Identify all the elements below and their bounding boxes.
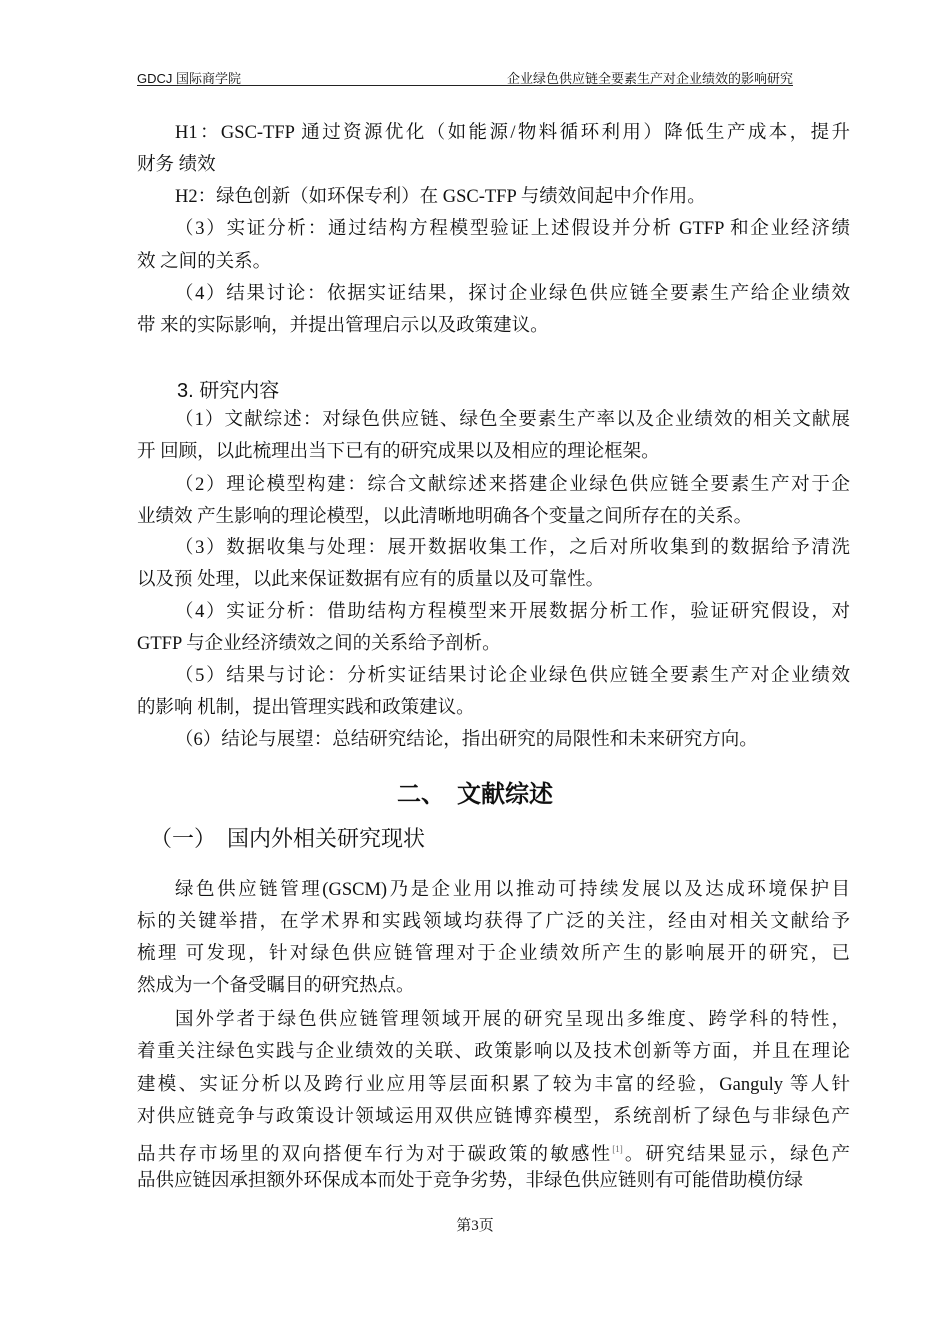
text-line: （4）结果讨论：依据实证结果，探讨企业绿色供应链全要素生产给企业绩效	[175, 284, 850, 304]
text-line: （6）结论与展望：总结研究结论，指出研究的局限性和未来研究方向。	[175, 730, 758, 750]
header-school: GDCJ 国际商学院	[137, 71, 242, 86]
page-number: 第3页	[456, 1218, 494, 1234]
text-line: 以及预 处理，以此来保证数据有应有的质量以及可靠性。	[137, 570, 605, 590]
text-line: 建模、实证分析以及跨行业应用等层面积累了较为丰富的经验，Ganguly 等人针	[137, 1075, 850, 1095]
text-line: H1：GSC-TFP 通过资源优化（如能源/物料循环利用）降低生产成本，提升	[175, 123, 850, 143]
section-title: （一） 国内外相关研究现状	[150, 826, 426, 851]
text-line: GTFP 与企业经济绩效之间的关系给予剖析。	[137, 634, 501, 654]
text-line: 绿色供应链管理(GSCM)乃是企业用以推动可持续发展以及达成环境保护目	[175, 880, 850, 900]
text-line: （3）数据收集与处理：展开数据收集工作，之后对所收集到的数据给予清洗	[175, 538, 850, 558]
citation-marker[interactable]: [1]	[612, 1144, 623, 1154]
text-line: 标的关键举措，在学术界和实践领域均获得了广泛的关注，经由对相关文献给予	[137, 912, 850, 932]
header-title: 企业绿色供应链全要素生产对企业绩效的影响研究	[506, 71, 793, 86]
text-segment: 。研究结果显示，绿色产	[622, 1145, 850, 1165]
section-heading: 3. 研究内容	[177, 380, 280, 402]
text-line: 着重关注绿色实践与企业绩效的关联、政策影响以及技术创新等方面，并且在理论	[137, 1042, 850, 1062]
text-line: 开 回顾，以此梳理出当下已有的研究成果以及相应的理论框架。	[137, 442, 660, 462]
text-line: 效 之间的关系。	[137, 252, 272, 272]
text-line: 财务 绩效	[137, 155, 216, 175]
text-line	[137, 1137, 850, 1167]
header-rule	[137, 85, 793, 86]
text-line: 带 来的实际影响，并提出管理启示以及政策建议。	[137, 316, 549, 336]
text-line: 国外学者于绿色供应链管理领域开展的研究呈现出多维度、跨学科的特性，	[175, 1010, 850, 1030]
text-line: 梳理 可发现，针对绿色供应链管理对于企业绩效所产生的影响展开的研究，已	[137, 944, 850, 964]
text-segment: 品共存市场里的双向搭便车行为对于碳政策的敏感性	[137, 1145, 613, 1165]
text-line: 对供应链竞争与政策设计领域运用双供应链博弈模型，系统剖析了绿色与非绿色产	[137, 1107, 850, 1127]
text-line: （4）实证分析：借助结构方程模型来开展数据分析工作，验证研究假设，对	[175, 602, 850, 622]
text-line: 然成为一个备受瞩目的研究热点。	[137, 976, 415, 996]
text-line: 品供应链因承担额外环保成本而处于竞争劣势，非绿色供应链则有可能借助模仿绿	[137, 1171, 804, 1191]
text-line: H2：绿色创新（如环保专利）在 GSC-TFP 与绩效间起中介作用。	[175, 187, 706, 207]
text-line: 业绩效 产生影响的理论模型，以此清晰地明确各个变量之间所存在的关系。	[137, 507, 753, 527]
text-line: （2）理论模型构建：综合文献综述来搭建企业绿色供应链全要素生产对于企	[175, 475, 850, 495]
text-line: （5）结果与讨论：分析实证结果讨论企业绿色供应链全要素生产对企业绩效	[175, 666, 850, 686]
text-line: 的影响 机制，提出管理实践和政策建议。	[137, 698, 475, 718]
chapter-title: 二、 文献综述	[397, 781, 553, 808]
text-line: （3）实证分析：通过结构方程模型验证上述假设并分析 GTFP 和企业经济绩	[175, 219, 850, 239]
text-line: （1）文献综述：对绿色供应链、绿色全要素生产率以及企业绩效的相关文献展	[175, 410, 850, 430]
